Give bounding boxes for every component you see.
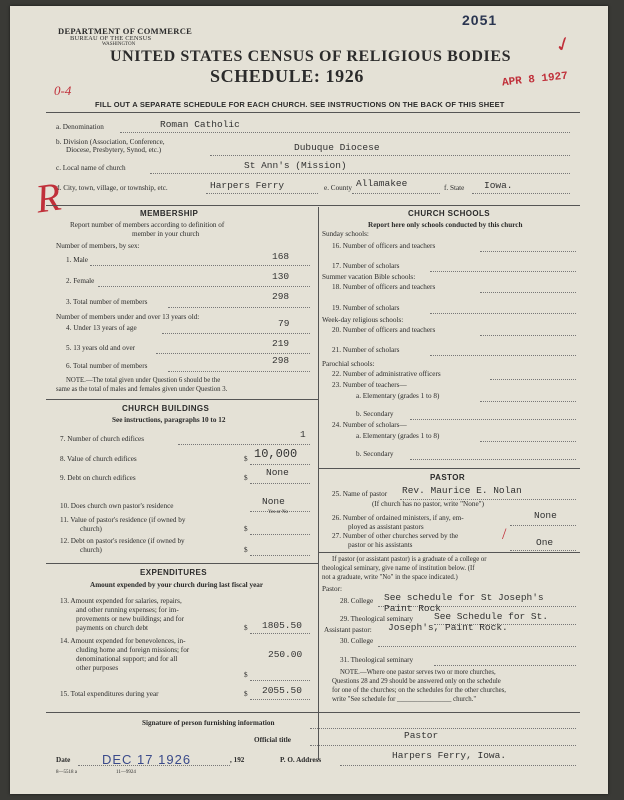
q7-value: 1 (300, 429, 306, 440)
q2-line (98, 286, 310, 287)
print-code-2: 11—9924 (116, 770, 136, 775)
signature-line (310, 728, 576, 729)
q9-label: 9. Debt on church edifices (60, 474, 136, 482)
parochial-schools-label: Parochial schools: (322, 360, 375, 368)
q19-line (430, 313, 576, 314)
q13-line-1: 13. Amount expended for salaries, repairs, (60, 597, 182, 605)
date-stamp: DEC 17 1926 (102, 752, 192, 767)
q11-label-1: 11. Value of pastor's residence (if owned by (60, 516, 186, 524)
local-name-value: St Ann's (Mission) (244, 160, 347, 171)
q25-label: 25. Name of pastor (332, 490, 388, 498)
q2-label: 2. Female (66, 277, 95, 285)
red-R-mark: R (32, 173, 64, 222)
q23a-line (480, 401, 576, 402)
buildings-sub: See instructions, paragraphs 10 to 12 (112, 416, 226, 424)
expenditures-sub: Amount expended by your church during last fiscal year (90, 581, 264, 589)
q8-line (250, 464, 310, 465)
state-line (472, 193, 570, 194)
q28-value-1: See schedule for St Joseph's (384, 592, 544, 603)
q13-line-4: payments on church debt (76, 624, 149, 632)
q18-label: 18. Number of officers and teachers (332, 283, 436, 291)
q13-line-2: and other running expenses; for im- (76, 606, 179, 614)
q10-value: None (262, 496, 285, 507)
q24b-label: b. Secondary (356, 450, 394, 458)
form-number-stamp: 2051 (462, 12, 498, 28)
print-code-1: 8—5518 a (56, 770, 77, 775)
q4-value: 79 (278, 318, 290, 329)
q20-label: 20. Number of officers and teachers (332, 326, 436, 334)
grad-note-3: not a graduate, write "No" in the space indicated.) (322, 574, 458, 581)
q23b-line (410, 419, 576, 420)
po-address-label: P. O. Address (280, 756, 322, 764)
q7-label: 7. Number of church edifices (60, 435, 145, 443)
q28-value-2: Paint Rock (384, 603, 442, 614)
q13-line-3: provements or new buildings; and for (76, 615, 184, 623)
q15-entry-line (250, 699, 310, 700)
pastor-heading: PASTOR (430, 473, 465, 482)
q23-label: 23. Number of teachers— (332, 381, 407, 389)
q9-value: None (266, 467, 289, 478)
under-over-label: Number of members under and over 13 years old: (56, 313, 200, 321)
q18-line (480, 292, 576, 293)
grad-note-1: If pastor (or assistant pastor) is a graduate of a college or (332, 556, 487, 563)
fill-out-instruction: FILL OUT A SEPARATE SCHEDULE FOR EACH CHURCH. SEE INSTRUCTIONS ON THE BACK OF THIS SHEET (95, 100, 505, 109)
city-value: Harpers Ferry (210, 180, 285, 191)
division-label-2: Diocese, Presbytery, Synod, etc.) (66, 146, 162, 154)
county-value: Allamakee (356, 178, 408, 189)
q19-label: 19. Number of scholars (332, 304, 400, 312)
divider-grad (318, 552, 580, 553)
division-value: Dubuque Diocese (294, 142, 380, 153)
q12-label-1: 12. Debt on pastor's residence (if owned by (60, 537, 185, 545)
q14-line-3: denominational support; and for all (76, 655, 178, 663)
schools-sub: Report here only schools conducted by this church (368, 221, 523, 229)
q5-value: 219 (272, 338, 290, 349)
q16-label: 16. Number of officers and teachers (332, 242, 436, 250)
q8-dollar: $ (244, 455, 248, 463)
po-address-line (340, 765, 576, 766)
q4-label: 4. Under 13 years of age (66, 324, 137, 332)
q13-dollar: $ (244, 624, 248, 632)
q29-value-2: Joseph's, Paint Rock. (388, 622, 508, 633)
division-label-1: b. Division (Association, Conference, (56, 138, 165, 146)
q10-label: 10. Does church own pastor's residence (60, 502, 174, 510)
official-title-line (310, 745, 576, 746)
q31-line (434, 665, 576, 666)
state-label: f. State (444, 184, 465, 192)
q30-label: 30. College (340, 637, 374, 645)
q6-value: 298 (272, 355, 290, 366)
membership-note-1: NOTE.—The total given under Question 6 should be the (66, 377, 221, 384)
q5-label: 5. 13 years old and over (66, 344, 136, 352)
divider-buildings (46, 399, 318, 400)
q27-line (510, 550, 576, 551)
q24b-line (410, 459, 576, 460)
pastor-note-4: write "See schedule for ________________ church." (332, 696, 477, 703)
q16-line (480, 251, 576, 252)
q26-value: None (534, 510, 557, 521)
q22-label: 22. Number of administrative officers (332, 370, 441, 378)
q14-dollar: $ (244, 671, 248, 679)
q9-line (250, 483, 310, 484)
divider-pastor (318, 468, 580, 469)
local-name-label: c. Local name of church (56, 164, 126, 172)
q21-line (430, 355, 576, 356)
q14-line-1: 14. Amount expended for benevolences, in- (60, 637, 186, 645)
city-label: d. City, town, village, or township, etc. (56, 184, 168, 192)
washington-label: WASHINGTON (102, 42, 136, 47)
city-line (206, 193, 318, 194)
q8-label: 8. Value of church edifices (60, 455, 137, 463)
pastor-note-3: for one of the churches; on the schedules for the other churches, (332, 687, 507, 694)
q27-label-2: pastor or his assistants (348, 541, 413, 549)
q11-label-2: church) (80, 525, 102, 533)
red-tick-q27: / (502, 526, 507, 543)
membership-intro-2: member in your church (132, 230, 200, 238)
q11-line (250, 534, 310, 535)
sunday-schools-label: Sunday schools: (322, 230, 369, 238)
q26-label-2: ployed as assistant pastors (348, 523, 424, 531)
q15-label: 15. Total expenditures during year (60, 690, 159, 698)
red-code-mark: 0-4 (54, 83, 72, 98)
q23b-label: b. Secondary (356, 410, 394, 418)
q13-value: 1805.50 (262, 620, 302, 631)
county-line (352, 193, 440, 194)
q21-label: 21. Number of scholars (332, 346, 400, 354)
summer-schools-label: Summer vacation Bible schools: (322, 273, 416, 281)
denomination-label: a. Denomination (56, 123, 104, 131)
expenditures-heading: EXPENDITURES (140, 568, 208, 577)
q1-line (90, 265, 310, 266)
department-heading: DEPARTMENT OF COMMERCE (58, 26, 193, 36)
q12-dollar: $ (244, 546, 248, 554)
q3-label: 3. Total number of members (66, 298, 148, 306)
yes-no-caption: Yes or No (268, 510, 289, 515)
document-title: UNITED STATES CENSUS OF RELIGIOUS BODIES (110, 48, 512, 65)
q14-entry-line (250, 680, 310, 681)
buildings-heading: CHURCH BUILDINGS (122, 404, 210, 413)
q7-line (178, 444, 310, 445)
q20-line (480, 335, 576, 336)
q22-line (490, 379, 576, 380)
q13-entry-line (250, 633, 310, 634)
q17-line (430, 271, 576, 272)
red-checkmark: ✓ (551, 31, 576, 59)
divider-top (46, 112, 580, 113)
q29-label: 29. Theological seminary (340, 615, 414, 623)
q31-label: 31. Theological seminary (340, 656, 414, 664)
q26-label-1: 26. Number of ordained ministers, if any, em- (332, 514, 464, 522)
divider-expenditures (46, 563, 318, 564)
year-suffix: , 192 (230, 756, 245, 764)
state-value: Iowa. (484, 180, 513, 191)
official-title-label: Official title (254, 736, 291, 744)
q14-line-4: other purposes (76, 664, 119, 672)
signature-label: Signature of person furnishing information (142, 719, 275, 727)
denomination-value: Roman Catholic (160, 119, 240, 130)
q3-line (168, 307, 310, 308)
q24a-line (480, 441, 576, 442)
pastor-note-1: NOTE.—Where one pastor serves two or more churches, (340, 669, 496, 676)
q27-label-1: 27. Number of other churches served by the (332, 532, 459, 540)
q29-value-1: See Schedule for St. (434, 611, 549, 622)
q2-value: 130 (272, 271, 290, 282)
county-label: e. County (324, 184, 352, 192)
q25-value: Rev. Maurice E. Nolan (402, 485, 522, 496)
q24-label: 24. Number of scholars— (332, 421, 407, 429)
q12-label-2: church) (80, 546, 102, 554)
q12-line (250, 555, 310, 556)
q17-label: 17. Number of scholars (332, 262, 400, 270)
q14-line-2: cluding home and foreign missions; for (76, 646, 190, 654)
membership-note-2: same as the total of males and females given under Question 3. (56, 386, 228, 393)
bureau-heading: BUREAU OF THE CENSUS (70, 35, 152, 42)
q4-line (162, 333, 310, 334)
q8-value: 10,000 (254, 447, 298, 461)
schools-heading: CHURCH SCHOOLS (408, 209, 491, 218)
received-date-stamp: APR 8 1927 (501, 70, 569, 90)
membership-intro-1: Report number of members according to definition of (70, 221, 225, 229)
grad-note-2: theological seminary, give name of institution below. (If (322, 565, 475, 572)
q15-value: 2055.50 (262, 685, 302, 696)
divider-membership (46, 205, 580, 206)
schedule-title: SCHEDULE: 1926 (210, 66, 364, 86)
by-sex-label: Number of members, by sex: (56, 242, 140, 250)
division-line (210, 155, 570, 156)
column-divider (318, 207, 319, 760)
q24a-label: a. Elementary (grades 1 to 8) (356, 432, 440, 440)
membership-heading: MEMBERSHIP (140, 209, 199, 218)
divider-footer (46, 712, 580, 713)
q6-line (168, 371, 310, 372)
po-address-value: Harpers Ferry, Iowa. (392, 750, 507, 761)
q23a-label: a. Elementary (grades 1 to 8) (356, 392, 440, 400)
pastor-colon: Pastor: (322, 585, 342, 593)
q27-value: One (536, 537, 554, 548)
q9-dollar: $ (244, 474, 248, 482)
q14-value: 250.00 (268, 649, 303, 660)
local-name-line (150, 173, 570, 174)
q15-dollar: $ (244, 690, 248, 698)
q1-label: 1. Male (66, 256, 88, 264)
pastor-note-2: Questions 28 and 29 should be answered only on the schedule (332, 678, 501, 685)
date-label: Date (56, 756, 71, 764)
q1-value: 168 (272, 251, 290, 262)
weekday-schools-label: Week-day religious schools: (322, 316, 404, 324)
q26-line (510, 525, 576, 526)
census-schedule-sheet (10, 6, 608, 794)
q28-label: 28. College (340, 597, 374, 605)
q11-dollar: $ (244, 525, 248, 533)
q5-line (156, 353, 310, 354)
q30-line (378, 646, 576, 647)
q3-value: 298 (272, 291, 290, 302)
denomination-line (120, 132, 570, 133)
official-title-value: Pastor (404, 730, 439, 741)
assistant-pastor-label: Assistant pastor: (324, 626, 372, 634)
q25-note: (If church has no pastor, write "None") (372, 500, 484, 508)
q6-label: 6. Total number of members (66, 362, 148, 370)
